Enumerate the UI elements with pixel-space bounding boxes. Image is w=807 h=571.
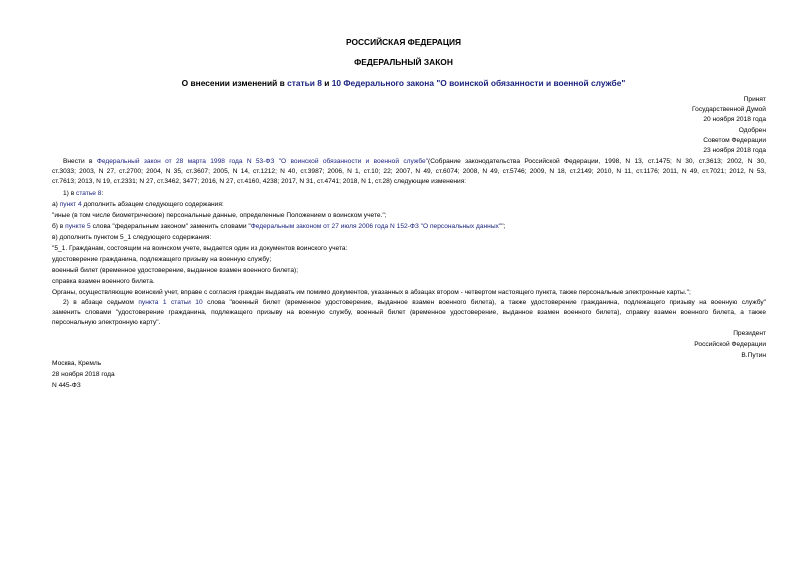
subitem-a-quote: "иные (в том числе биометрические) персональные данные, определенные Положением о воинском учете."; [52, 212, 387, 219]
quote-line-1: "5_1. Гражданам, состоящим на воинском учете, выдается один из документов воинского учета: [52, 245, 348, 252]
signing-date: 28 ноября 2018 года [52, 371, 115, 378]
quote-line-5: Органы, осуществляющие воинский учет, вправе с согласия граждан выдавать им помимо документов, указанных в абзацах втором - четвертом настоящего пункта, также персональные электронные карты."; [52, 289, 691, 296]
signature-country: Российской Федерации [694, 341, 766, 348]
federal-law-53-link[interactable]: Федеральный закон от 28 марта 1998 года N 53-ФЗ "О воинской обязанности и военной службе" [96, 158, 429, 165]
signing-place: Москва, Кремль [52, 360, 102, 367]
quote-line-3: военный билет (временное удостоверение, выданное взамен военного билета); [52, 267, 299, 274]
article-10-point-1-link[interactable]: пункта 1 статьи 10 [138, 299, 203, 306]
adopted-date: 20 ноября 2018 года [703, 116, 766, 123]
subitem-b: б) в пункте 5 слова "федеральным законом" заменить словами "Федеральным законом от 27 июля 2006 года N 152-ФЗ "О персональных данных""; [52, 223, 506, 230]
law-number: N 445-ФЗ [52, 382, 81, 389]
intro-line-2: ст.3033; 2003, N 27, ст.2700; 2004, N 35, ст.3607; 2005, N 14, ст.1212; N 40, ст.3987; 2006, N 1, ст.10; 22; 2007, N 49, ст.6074; 2008, N 49, ст.5746; 2009, N 18, ст.2149; 2010, N 11, ст.1176; 2011, N 49, ст.7021; 2012, N 53, [52, 168, 766, 175]
point-5-link[interactable]: пункте 5 [65, 223, 91, 230]
approved-date: 23 ноября 2018 года [703, 147, 766, 154]
quote-line-2: удостоверение гражданина, подлежащего призыву на военную службу; [52, 256, 272, 263]
adopted-by: Государственной Думой [692, 106, 766, 113]
article-8-link[interactable]: статьи 8 [287, 78, 322, 88]
subject-prefix: О внесении изменений в [181, 78, 288, 88]
signature-title: Президент [733, 330, 766, 337]
item-1: 1) в статье 8: [63, 190, 104, 197]
country-heading: РОССИЙСКАЯ ФЕДЕРАЦИЯ [345, 37, 462, 47]
subject-mid: и [321, 78, 332, 88]
subitem-v: в) дополнить пунктом 5_1 следующего содержания: [52, 234, 212, 241]
item-2-line-2: заменить словами "удостоверение гражданина, подлежащего призыву на военную службу, военный билет (временное удостоверение, выданное взамен военного билета), справку взамен военного билета, а также [52, 309, 766, 316]
law-type-heading: ФЕДЕРАЛЬНЫЙ ЗАКОН [354, 57, 453, 67]
item-2-line-1: 2) в абзаце седьмом пункта 1 статьи 10 слова "военный билет (временное удостоверение, выданное взамен военного билета), а также удостоверение гражданина, подлежащего призыву на военную службу" [63, 299, 766, 306]
article-10-link[interactable]: 10 Федерального закона "О воинской обязанности и военной службе" [331, 78, 626, 88]
intro-line-1: Внести в Федеральный закон от 28 марта 1998 года N 53-ФЗ "О воинской обязанности и военной службе"(Собрание законодательства Российской Федерации, 1998, N 13, ст.1475; N 30, ст.3613; 2002, N 30, [63, 158, 766, 165]
item-2-line-3: персональную электронную карту". [52, 319, 161, 326]
adopted-label: Принят [743, 96, 766, 103]
article-8-ref-link[interactable]: статье 8 [76, 190, 102, 197]
subitem-a: а) пункт 4 дополнить абзацем следующего содержания: [52, 201, 224, 208]
federal-law-152-link[interactable]: Федеральным законом от 27 июля 2006 года N 152-ФЗ "О персональных данных" [250, 223, 502, 230]
approved-label: Одобрен [738, 127, 766, 134]
point-4-link[interactable]: пункт 4 [59, 201, 82, 208]
approved-by: Советом Федерации [703, 137, 766, 144]
signature-name: В.Путин [741, 352, 766, 359]
law-subject-heading [0, 78, 807, 88]
intro-line-3: ст.7613; 2013, N 19, ст.2331; N 27, ст.3462, 3477; 2016, N 27, ст.4160, 4238; 2017, N 31, ст.4741; 2018, N 1, ст.28) следующие изменения: [52, 178, 467, 185]
quote-line-4: справка взамен военного билета. [52, 278, 155, 285]
